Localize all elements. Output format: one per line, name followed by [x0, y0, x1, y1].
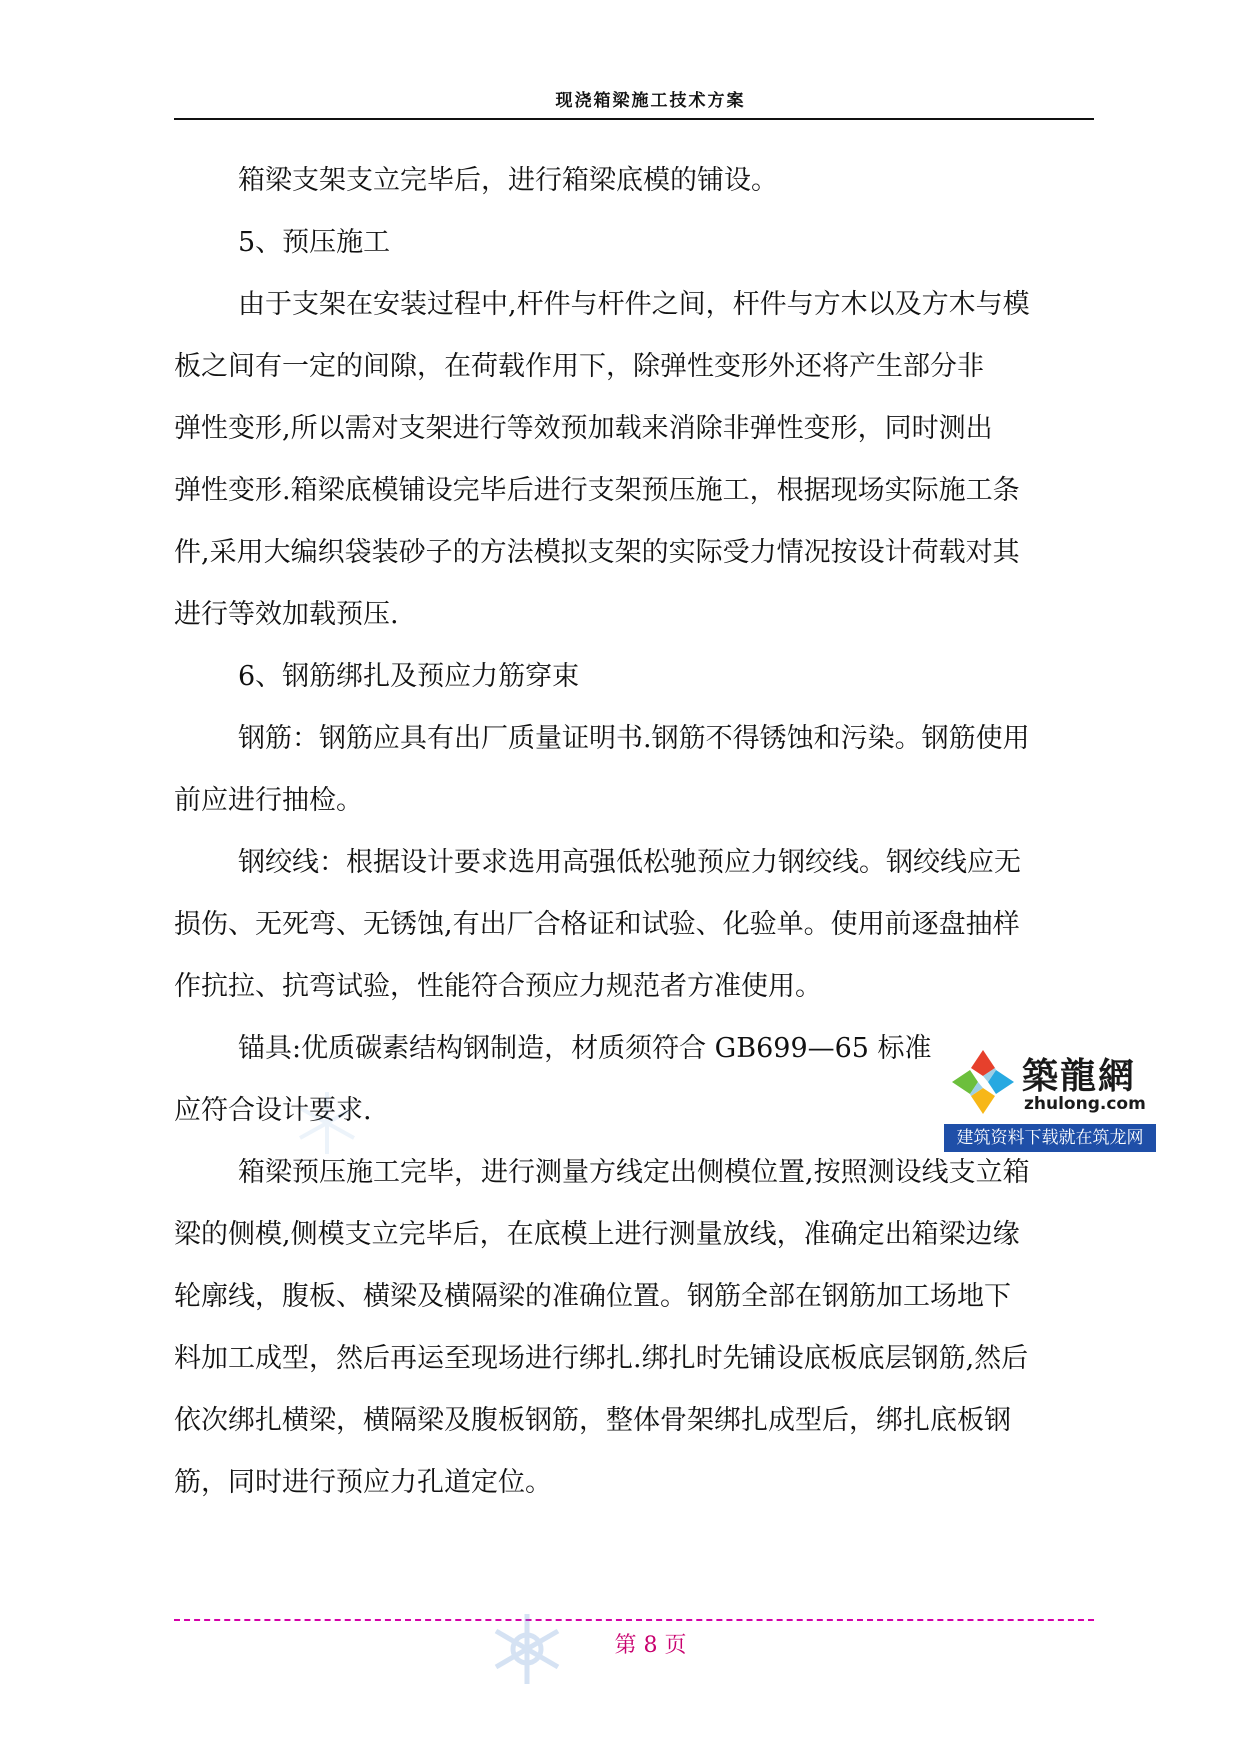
- document-body: [174, 150, 1094, 1514]
- paragraph-line: 弹性变形.箱梁底模铺设完毕后进行支架预压施工，根据现场实际施工条: [174, 475, 1020, 506]
- header-title: 现浇箱梁施工技术方案: [555, 91, 746, 111]
- page-number: 第 8 页: [614, 1633, 687, 1658]
- footer-divider: [174, 1619, 1094, 1621]
- paragraph-line: 作抗拉、抗弯试验，性能符合预应力规范者方准使用。: [174, 971, 822, 1002]
- paragraph: 钢绞线：根据设计要求选用高强低松驰预应力钢绞线。钢绞线应无: [238, 847, 1021, 878]
- paragraph: 箱梁预压施工完毕，进行测量方线定出侧模位置,按照测设线支立箱: [238, 1157, 1030, 1188]
- paragraph-line: 弹性变形,所以需对支架进行等效预加载来消除非弹性变形，同时测出: [174, 413, 993, 444]
- paragraph: 锚具:优质碳素结构钢制造，材质须符合 GB699—65 标准: [238, 1033, 932, 1064]
- paragraph: 箱梁支架支立完毕后，进行箱梁底模的铺设。: [238, 165, 778, 196]
- paragraph-line: 损伤、无死弯、无锈蚀,有出厂合格证和试验、化验单。使用前逐盘抽样: [174, 909, 1020, 940]
- paragraph-line: 料加工成型，然后再运至现场进行绑扎.绑扎时先铺设底板底层钢筋,然后: [174, 1343, 1029, 1374]
- paragraph: 由于支架在安装过程中,杆件与杆件之间，杆件与方木以及方木与模: [238, 289, 1030, 320]
- paragraph-line: 前应进行抽检。: [174, 785, 363, 816]
- header-divider: [174, 118, 1094, 120]
- paragraph-line: 梁的侧模,侧模支立完毕后，在底模上进行测量放线，准确定出箱梁边缘: [174, 1219, 1020, 1250]
- paragraph-line: 轮廓线，腹板、横梁及横隔梁的准确位置。钢筋全部在钢筋加工场地下: [174, 1281, 1011, 1312]
- paragraph-line: 依次绑扎横梁，横隔梁及腹板钢筋，整体骨架绑扎成型后，绑扎底板钢: [174, 1405, 1011, 1436]
- section-heading: 5、预压施工: [238, 227, 391, 258]
- section-heading: 6、钢筋绑扎及预应力筋穿束: [238, 661, 580, 692]
- paragraph-line: 应符合设计要求.: [174, 1095, 372, 1126]
- paragraph-line: 板之间有一定的间隙，在荷载作用下，除弹性变形外还将产生部分非: [174, 351, 984, 382]
- snowflake-watermark-icon: [488, 1610, 566, 1688]
- logo-name-en: zhulong.com: [1024, 1094, 1146, 1114]
- logo-slogan: 建筑资料下载就在筑龙网: [944, 1124, 1156, 1152]
- paragraph-line: 筋，同时进行预应力孔道定位。: [174, 1467, 552, 1498]
- snowflake-watermark-icon: [292, 1088, 362, 1158]
- zhulong-logo: [944, 1042, 1156, 1152]
- paragraph-line: 进行等效加载预压.: [174, 599, 399, 630]
- paragraph: 钢筋：钢筋应具有出厂质量证明书.钢筋不得锈蚀和污染。钢筋使用: [238, 723, 1030, 754]
- logo-mark-icon: [950, 1048, 1016, 1116]
- logo-name-cn: 築龍網: [1022, 1056, 1137, 1097]
- paragraph-line: 件,采用大编织袋装砂子的方法模拟支架的实际受力情况按设计荷载对其: [174, 537, 1020, 568]
